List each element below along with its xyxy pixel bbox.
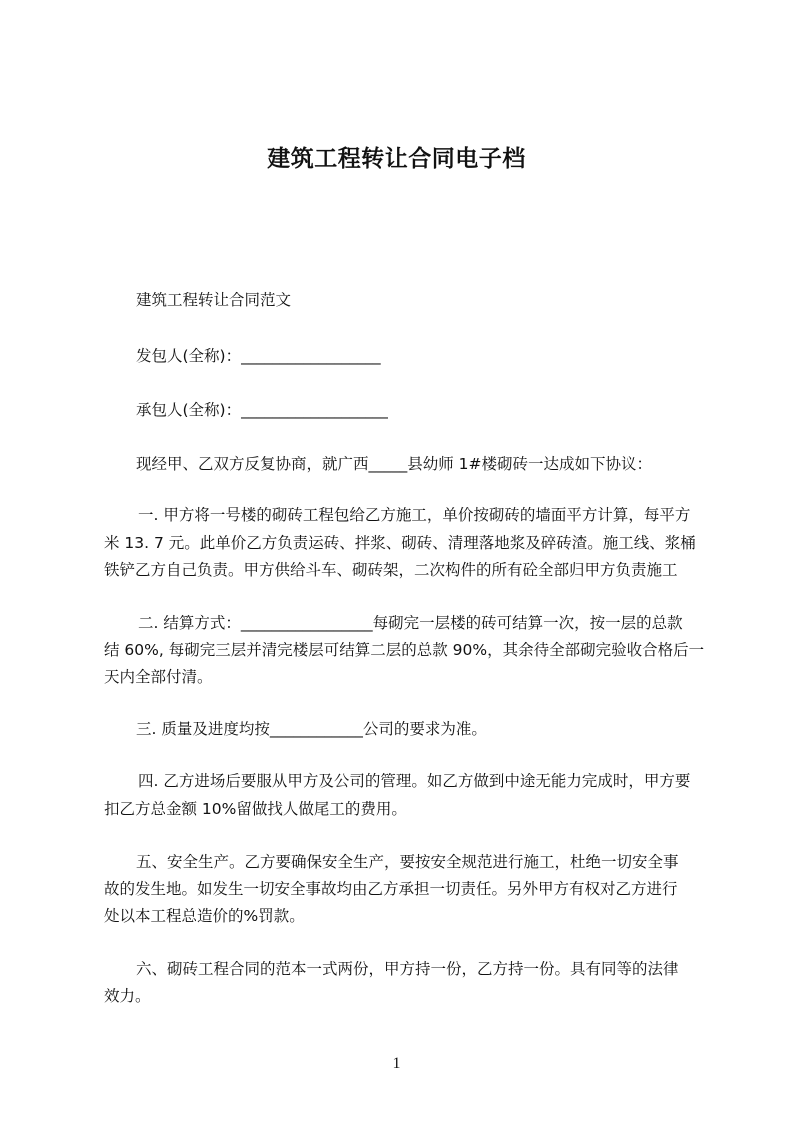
intro-paragraph: 现经甲、乙双方反复协商，就广西_____县幼师 1#楼砌砖一达成如下协议： (136, 455, 653, 473)
clause-4-line-2: 扣乙方总金额 10%留做找人做尾工的费用。 (104, 800, 407, 818)
clause-6-line-1: 六、砌砖工程合同的范本一式两份，甲方持一份，乙方持一份。具有同等的法律 (136, 960, 679, 978)
clause-1-line-2: 米 13. 7 元。此单价乙方负责运砖、拌浆、砌砖、清理落地浆及碎砖渣。施工线、浆桶 (104, 534, 696, 552)
clause-1-line-3: 铁铲乙方自己负责。甲方供给斗车、砌砖架，二次构件的所有砼全部归甲方负责施工 (104, 561, 678, 579)
clause-1-line-1: 一. 甲方将一号楼的砌砖工程包给乙方施工，单价按砌砖的墙面平方计算，每平方 (138, 506, 691, 524)
document-title: 建筑工程转让合同电子档 (267, 146, 526, 172)
clause-5-line-3: 处以本工程总造价的%罚款。 (104, 907, 305, 925)
clause-2-line-2: 结 60%, 每砌完三层并清完楼层可结算二层的总款 90%，其余待全部砌完验收合格后一 (104, 641, 705, 659)
page-number: 1 (392, 1055, 401, 1072)
contract-subtitle: 建筑工程转让合同范文 (136, 291, 292, 309)
clause-2-line-1: 二. 结算方式：_________________每砌完一层楼的砖可结算一次，按一层的总款 (138, 614, 683, 632)
clause-4-line-1: 四. 乙方进场后要服从甲方及公司的管理。如乙方做到中途无能力完成时，甲方要 (138, 772, 691, 790)
clause-5-line-2: 故的发生地。如发生一切安全事故均由乙方承担一切责任。另外甲方有权对乙方进行 (104, 880, 678, 898)
clause-2-line-3: 天内全部付清。 (104, 668, 213, 686)
clause-3: 三. 质量及进度均按____________公司的要求为准。 (136, 720, 487, 738)
clause-6-line-2: 效力。 (104, 987, 151, 1005)
employer-line: 发包人(全称)：__________________ (136, 347, 381, 365)
contractor-line: 承包人(全称)：___________________ (136, 401, 389, 419)
clause-5-line-1: 五、安全生产。乙方要确保安全生产，要按安全规范进行施工，杜绝一切安全事 (136, 853, 679, 871)
